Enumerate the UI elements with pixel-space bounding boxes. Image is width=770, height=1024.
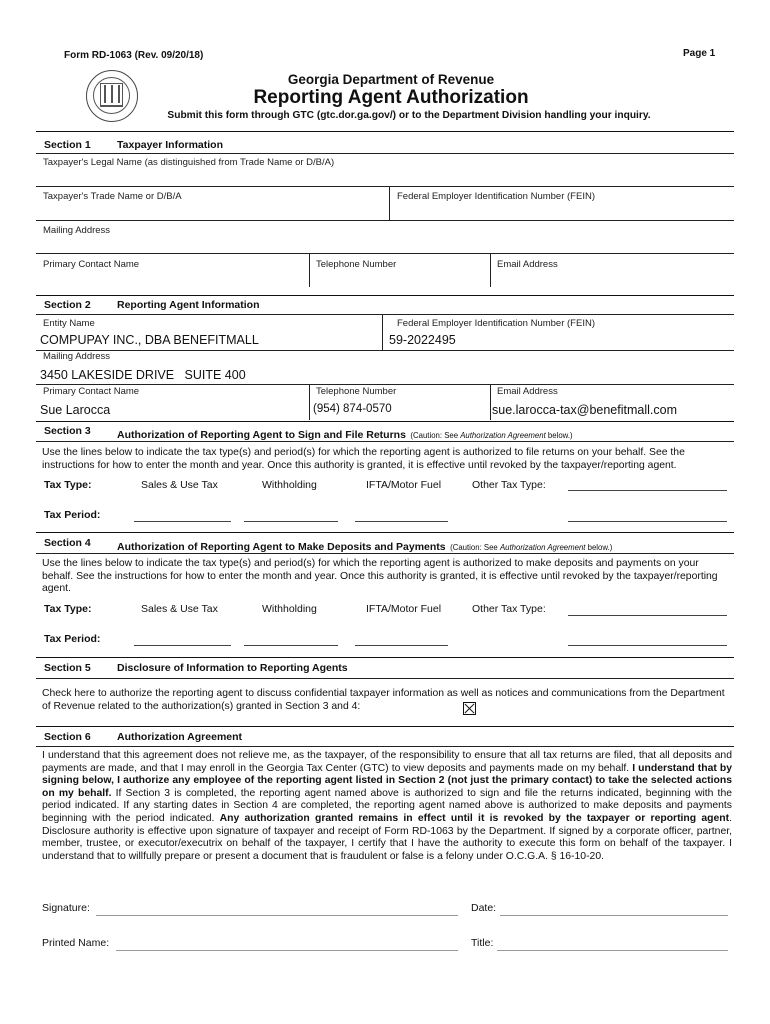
section3-number: Section 3	[44, 425, 91, 437]
taxpayer-fein-label: Federal Employer Identification Number (FEIN)	[397, 191, 595, 202]
submit-instruction: Submit this form through GTC (gtc.dor.ga.gov/) or to the Department Division handling your inquiry.	[167, 110, 651, 121]
section3-ifta-option[interactable]: IFTA/Motor Fuel	[366, 479, 442, 491]
taxpayer-phone-label: Telephone Number	[316, 259, 397, 270]
section3-other-input[interactable]	[568, 490, 727, 491]
page-number: Page 1	[683, 48, 716, 59]
agent-email-value[interactable]: sue.larocca-tax@benefitmall.com	[492, 403, 677, 417]
agent-mailing-label: Mailing Address	[43, 351, 111, 362]
section3-tax-type-label: Tax Type:	[44, 479, 92, 491]
section3-period-ifta[interactable]	[355, 521, 448, 522]
section4-tax-period-label: Tax Period:	[44, 633, 101, 645]
section3-caution-post: below.)	[545, 431, 573, 440]
section4-other-label: Other Tax Type:	[472, 603, 546, 615]
agent-entity-label: Entity Name	[43, 318, 95, 329]
disclosure-checkbox[interactable]	[463, 702, 476, 715]
section4-caution-pre: (Caution: See	[450, 543, 500, 552]
section5-number: Section 5	[44, 662, 91, 674]
section3-period-other[interactable]	[568, 521, 727, 522]
agent-mailing-value[interactable]: 3450 LAKESIDE DRIVE SUITE 400	[40, 368, 246, 382]
section4-instructions: Use the lines below to indicate the tax type(s) and period(s) for which the reporting agent is authorized to make deposits and payments on your behalf. See the instructions for how to enter the month and year. Once this authority is granted, it is effective until revoked by the taxpayer/reporting agent.	[42, 558, 718, 595]
section3-title: Authorization of Reporting Agent to Sign and File Returns	[117, 429, 406, 441]
authorization-agreement-text	[42, 750, 732, 863]
section4-other-input[interactable]	[568, 615, 727, 616]
title-label: Title:	[471, 937, 494, 949]
signature-label: Signature:	[42, 902, 90, 914]
section3-withholding-option[interactable]: Withholding	[262, 479, 317, 491]
agency-name: Georgia Department of Revenue	[287, 72, 495, 87]
form-id: Form RD-1063 (Rev. 09/20/18)	[64, 50, 204, 61]
section6-number: Section 6	[44, 731, 91, 743]
date-label: Date:	[471, 902, 497, 914]
agreement-part1-bold: I understand that by signing below, I authorize any employee of the reporting agent listed in Section 2 (not just the primary contact) to take the selected actions on my behalf.	[42, 762, 733, 799]
agreement-part2-bold: Any authorization granted remains in effect until it is revoked by the taxpayer or reporting agent	[219, 812, 730, 824]
section4-period-ifta[interactable]	[355, 645, 448, 646]
taxpayer-mailing-label: Mailing Address	[43, 225, 111, 236]
section4-tax-type-label: Tax Type:	[44, 603, 92, 615]
section5-title: Disclosure of Information to Reporting Agents	[117, 662, 348, 674]
section4-caution-italic: Authorization Agreement	[499, 543, 586, 552]
section4-ifta-option[interactable]: IFTA/Motor Fuel	[366, 603, 442, 615]
agreement-part1: I understand that this agreement does not relieve me, as the taxpayer, of the responsibility to ensure that all tax returns are filed, that all deposits and payments are made, and that I may enroll in the Georgia Tax Center (GTC) to view deposits and payments made on my behalf.	[42, 750, 732, 774]
section1-number: Section 1	[44, 139, 91, 151]
section5-text: Check here to authorize the reporting agent to discuss confidential taxpayer information as well as notices and communications from the Department of Revenue related to the authorization(s) granted in Section 3 and 4:	[42, 688, 725, 712]
signature-input[interactable]	[96, 915, 458, 916]
agreement-part2: If Section 3 is completed, the reporting agent named above is authorized to sign and file the returns indicated, beginning with the period indicated. If any starting dates in Section 4 are completed, the reporting agent named above is authorized to make deposits and payments beginning with the period indicated.	[42, 787, 732, 824]
section3-caution-pre: (Caution: See	[410, 431, 461, 440]
agent-contact-value[interactable]: Sue Larocca	[40, 403, 111, 417]
date-input[interactable]	[500, 915, 728, 916]
printed-name-input[interactable]	[116, 950, 458, 951]
section4-withholding-option[interactable]: Withholding	[262, 603, 317, 615]
section6-title: Authorization Agreement	[117, 731, 243, 743]
section4-number: Section 4	[44, 537, 91, 549]
section3-sales-option[interactable]: Sales & Use Tax	[141, 479, 218, 491]
section3-instructions: Use the lines below to indicate the tax type(s) and period(s) for which the reporting agent is authorized to file returns on your behalf. See the instructions for how to enter the month and year. Once this authority is granted, it is effective until revoked by the taxpayer/reporting agent.	[42, 447, 685, 471]
section3-tax-period-label: Tax Period:	[44, 509, 101, 521]
agent-fein-label: Federal Employer Identification Number (FEIN)	[397, 318, 595, 329]
taxpayer-legal-name-label: Taxpayer's Legal Name (as distinguished from Trade Name or D/B/A)	[43, 157, 335, 168]
section3-caution-italic: Authorization Agreement	[460, 431, 546, 440]
title-input[interactable]	[497, 950, 728, 951]
agent-contact-label: Primary Contact Name	[43, 386, 140, 397]
section3-other-label: Other Tax Type:	[472, 479, 546, 491]
printed-name-label: Printed Name:	[42, 937, 110, 949]
section4-period-withholding[interactable]	[244, 645, 338, 646]
page-title: Reporting Agent Authorization	[253, 87, 529, 108]
section4-sales-option[interactable]: Sales & Use Tax	[141, 603, 218, 615]
taxpayer-email-label: Email Address	[497, 259, 558, 270]
agreement-part3: . Disclosure authority is effective upon signature of taxpayer and receipt of Form RD-1063 by the Department. If signed by a corporate officer, partner, member, trustee, or executor/executrix on behalf of the taxpayer, I certify that I have the authority to execute this form on behalf of the taxpayer. I understand that to willfully prepare or present a document that is fraudulent or false is a felony under O.C.G.A. § 16-10-20.	[42, 812, 732, 862]
section4-period-sales[interactable]	[134, 645, 231, 646]
agent-fein-value[interactable]: 59-2022495	[389, 333, 456, 347]
section1-title: Taxpayer Information	[117, 139, 223, 151]
taxpayer-contact-label: Primary Contact Name	[43, 259, 140, 270]
section4-title: Authorization of Reporting Agent to Make Deposits and Payments	[117, 541, 446, 553]
section3-period-withholding[interactable]	[244, 521, 338, 522]
section4-period-other[interactable]	[568, 645, 727, 646]
section2-title: Reporting Agent Information	[117, 299, 260, 311]
section2-number: Section 2	[44, 299, 91, 311]
section4-caution-post: below.)	[585, 543, 613, 552]
agent-phone-label: Telephone Number	[316, 386, 397, 397]
taxpayer-trade-name-label: Taxpayer's Trade Name or D/B/A	[43, 191, 182, 202]
agent-entity-value[interactable]: COMPUPAY INC., DBA BENEFITMALL	[40, 333, 259, 347]
agent-email-label: Email Address	[497, 386, 558, 397]
agent-phone-value[interactable]: (954) 874-0570	[313, 403, 392, 415]
section3-period-sales[interactable]	[134, 521, 231, 522]
